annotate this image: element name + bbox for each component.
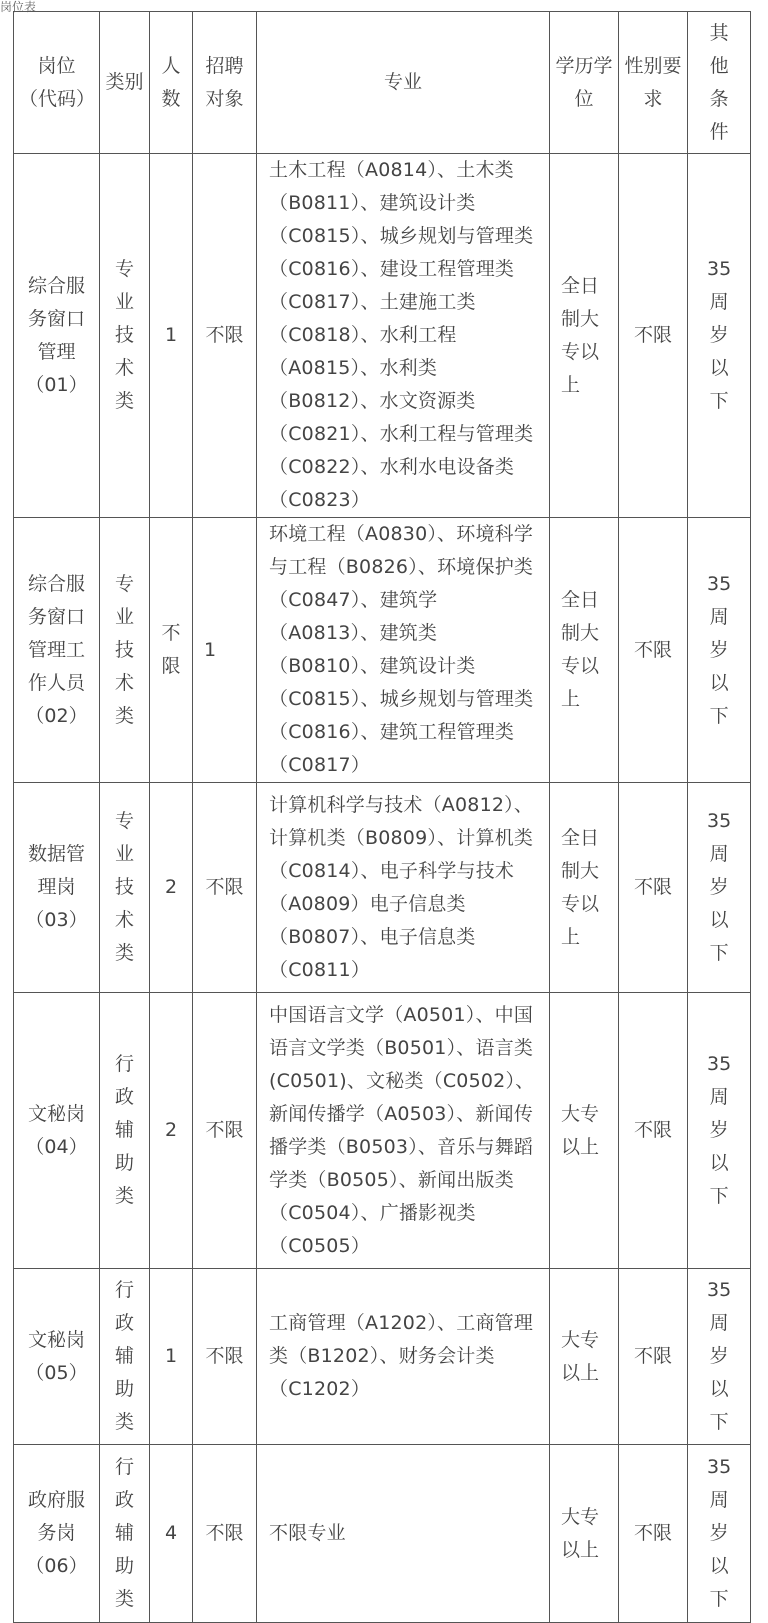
cell-position: 数据管理岗（03） [14,783,100,993]
cell-other: 35周岁以下 [688,518,751,783]
header-position: 岗位（代码） [14,12,100,154]
cell-category: 行政辅助类 [100,1269,150,1445]
cell-education: 大专以上 [550,1269,619,1445]
cell-education: 大专以上 [550,1445,619,1623]
cell-category: 专业技术类 [100,154,150,518]
cell-education: 大专以上 [550,993,619,1269]
cell-target: 不限 [193,993,257,1269]
cell-major: 计算机科学与技术（A0812）、计算机类（B0809）、计算机类（C0814）、电子科学与技术（A0809）电子信息类（B0807）、电子信息类（C0811） [257,783,550,993]
table-row [14,783,751,993]
table-row [14,154,751,518]
cell-position: 文秘岗（04） [14,993,100,1269]
cell-major: 环境工程（A0830）、环境科学与工程（B0826）、环境保护类（C0847）、建筑学（A0813）、建筑类（B0810）、建筑设计类（C0815）、城乡规划与管理类（C0816）、建筑工程管理类（C0817） [257,518,550,783]
cell-education: 全日制大专以上 [550,154,619,518]
cell-count: 2 [150,783,193,993]
header-other: 其他条件 [688,12,751,154]
cell-major: 工商管理（A1202）、工商管理类（B1202）、财务会计类（C1202） [257,1269,550,1445]
header-major: 专业 [257,12,550,154]
header-row [14,12,751,154]
cell-target: 不限 [193,154,257,518]
cell-education: 全日制大专以上 [550,783,619,993]
cell-major: 中国语言文学（A0501）、中国语言文学类（B0501）、语言类(C0501)、文秘类（C0502）、新闻传播学（A0503）、新闻传播学类（B0503）、音乐与舞蹈学类（B0505）、新闻出版类（C0504）、广播影视类（C0505） [257,993,550,1269]
table-row [14,993,751,1269]
cell-count: 4 [150,1445,193,1623]
table-row [14,518,751,783]
cell-target: 不限 [193,1269,257,1445]
cell-other: 35周岁以下 [688,993,751,1269]
cell-gender: 不限 [619,518,688,783]
cell-gender: 不限 [619,1445,688,1623]
header-target: 招聘对象 [193,12,257,154]
cell-category: 行政辅助类 [100,993,150,1269]
cell-position: 政府服务岗（06） [14,1445,100,1623]
cell-gender: 不限 [619,993,688,1269]
header-count: 人数 [150,12,193,154]
cropped-caption-fragment: 岗位表 [0,0,37,14]
cell-position: 综合服务窗口管理工作人员（02） [14,518,100,783]
cell-other: 35周岁以下 [688,1445,751,1623]
cell-count: 1 [150,1269,193,1445]
table-row [14,1445,751,1623]
cell-target: 不限 [193,783,257,993]
header-education: 学历学位 [550,12,619,154]
cell-target: 不限 [193,1445,257,1623]
cell-count: 2 [150,993,193,1269]
cell-other: 35周岁以下 [688,783,751,993]
cell-major: 土木工程（A0814）、土木类（B0811）、建筑设计类（C0815）、城乡规划与管理类（C0816）、建设工程管理类（C0817）、土建施工类（C0818）、水利工程（A0815）、水利类（B0812）、水文资源类（C0821）、水利工程与管理类（C0822）、水利水电设备类（C0823） [257,154,550,518]
cell-count: 不限 [150,518,193,783]
cell-gender: 不限 [619,154,688,518]
recruitment-table [13,11,751,1623]
cell-education: 全日制大专以上 [550,518,619,783]
cell-target: 1 [193,518,257,783]
cell-position: 综合服务窗口管理（01） [14,154,100,518]
cell-major: 不限专业 [257,1445,550,1623]
table-row [14,1269,751,1445]
cell-other: 35周岁以下 [688,1269,751,1445]
cell-other: 35周岁以下 [688,154,751,518]
cell-gender: 不限 [619,1269,688,1445]
cell-gender: 不限 [619,783,688,993]
cell-category: 专业技术类 [100,783,150,993]
cell-category: 专业技术类 [100,518,150,783]
cell-category: 行政辅助类 [100,1445,150,1623]
cell-count: 1 [150,154,193,518]
cell-position: 文秘岗（05） [14,1269,100,1445]
header-gender: 性别要求 [619,12,688,154]
header-category: 类别 [100,12,150,154]
